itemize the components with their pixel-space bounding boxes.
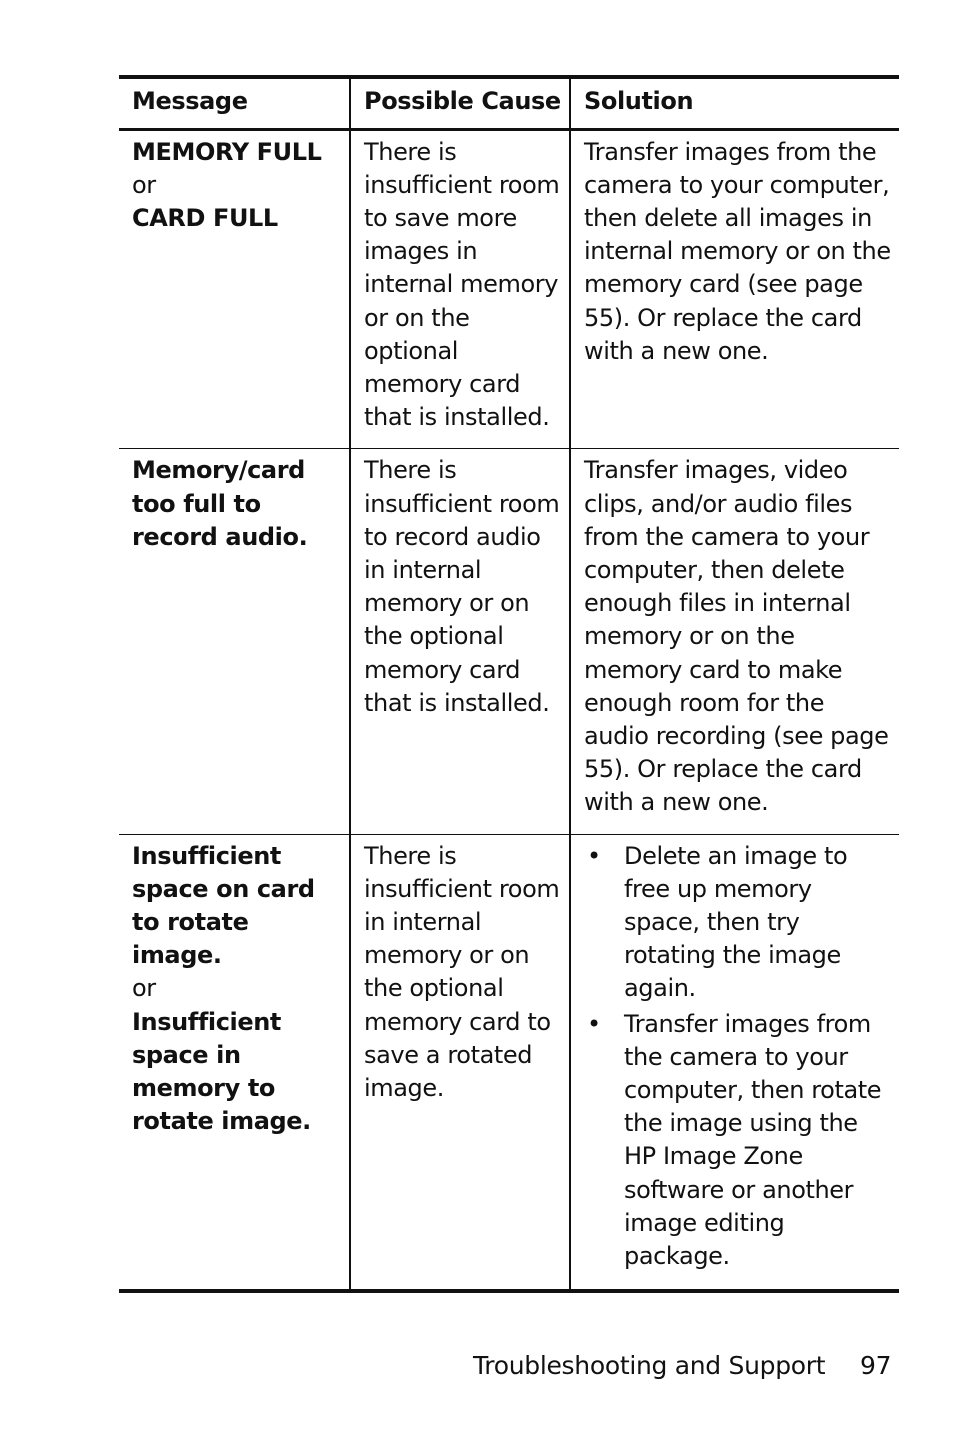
cause-cell: There is insufficient room in internal memory or on the optional memory card to save a rotated image. [350,834,570,1291]
message-or: or [132,170,156,199]
page-number: 97 [860,1351,892,1380]
troubleshooting-table [119,75,899,1293]
header-message: Message [132,87,248,115]
message-text: Memory/card too full to record audio. [132,456,308,551]
solution-bullet-text: Delete an image to free up memory space, then try rotating the image again. [624,841,848,1003]
solution-cell: Transfer images from the camera to your computer, then delete all images in internal memory or on the memory card (see page 55). Or replace the card with a new one. [570,129,899,449]
cause-cell: There is insufficient room to record audio in internal memory or on the optional memory card that is installed. [350,449,570,834]
message-cell [119,129,350,449]
solution-bullet-item [584,840,893,1006]
message-cell [119,449,350,834]
solution-bullet-list [584,840,893,1274]
message-or: or [132,974,156,1003]
header-possible-cause: Possible Cause [350,77,570,129]
message-cell [119,834,350,1291]
bullet-icon: • [587,1009,601,1038]
solution-bullet-text: Transfer images from the camera to your computer, then rotate the image using the HP Image Zone software or another image editing package. [624,1009,882,1270]
table-row [119,129,899,449]
bullet-icon: • [587,841,601,870]
message-text: Insufficient space in memory to rotate image. [132,1007,311,1136]
solution-cell: Transfer images, video clips, and/or audio files from the camera to your computer, then delete enough files in internal memory or on the memory card to make enough room for the audio recording (see page 55). Or replace the card with a new one. [570,449,899,834]
message-text: MEMORY FULL [132,137,322,166]
message-text: Insufficient space on card to rotate image. [132,841,315,970]
message-text: CARD FULL [132,203,278,232]
table-header-row [119,77,899,129]
solution-bullet-item [584,1008,893,1274]
table-row [119,449,899,834]
cause-cell: There is insufficient room to save more images in internal memory or on the optional memory card that is installed. [350,129,570,449]
table-row [119,834,899,1291]
footer-section-title: Troubleshooting and Support [473,1351,826,1380]
solution-cell [570,834,899,1291]
header-solution: Solution [570,77,899,129]
